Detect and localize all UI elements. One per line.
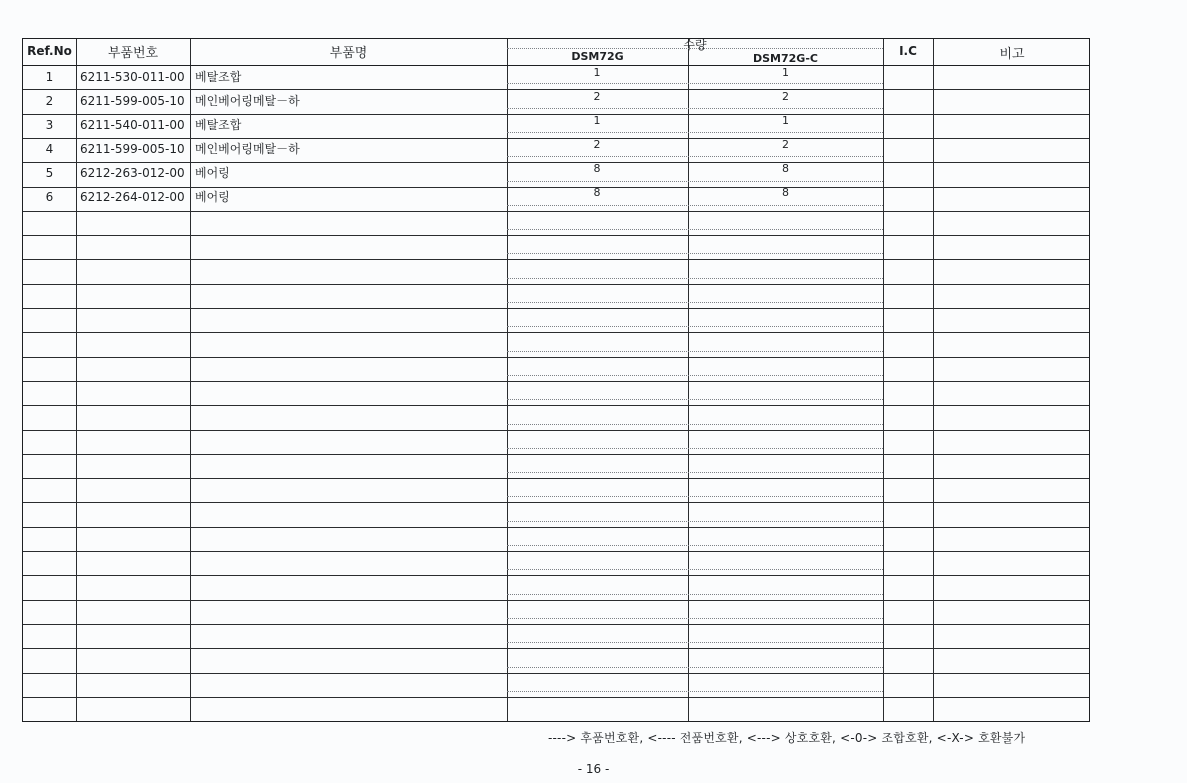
column-divider [76,39,77,721]
page-number: - 16 - [577,762,610,776]
header-ic: I.C [899,44,917,58]
row-3-qty-dsm72g: 1 [593,114,601,127]
row-line [23,332,1089,333]
header-remarks: 비고 [999,47,1025,62]
row-3-ref: 3 [45,118,54,132]
row-6-part-number: 6212-264-012-00 [80,190,185,204]
row-5-qty-dsm72g-c: 8 [782,162,789,175]
row-line [23,284,1089,285]
row-1-qty-dsm72g-c: 1 [782,66,789,79]
row-1-ref: 1 [45,70,54,84]
row-5-part-number: 6212-263-012-00 [80,166,185,180]
row-1-qty-dsm72g: 1 [593,66,601,79]
quantity-sub-line [507,594,883,595]
row-line [23,648,1089,649]
row-5-part-name: 베어링 [195,166,230,180]
column-divider [933,39,934,721]
row-line [23,357,1089,358]
row-4-part-number: 6211-599-005-10 [80,142,185,156]
row-4-part-name: 메인베어링메탈－하 [195,142,300,156]
header-model-dsm72g-c: DSM72G-C [753,52,818,65]
row-4-ref: 4 [45,142,54,156]
row-line [23,502,1089,503]
quantity-sub-line [507,83,883,84]
quantity-sub-line [507,496,883,497]
row-6-qty-dsm72g-c: 8 [782,186,789,199]
row-line [23,575,1089,576]
column-divider [883,39,884,721]
quantity-sub-line [507,278,883,279]
row-2-part-number: 6211-599-005-10 [80,94,185,108]
header-quantity: 수량 [683,38,707,52]
quantity-sub-line [507,229,883,230]
quantity-sub-line [507,375,883,376]
header-model-dsm72g: DSM72G [571,50,624,63]
row-line [23,211,1089,212]
row-line [23,235,1089,236]
row-2-part-name: 메인베어링메탈－하 [195,94,300,108]
row-line [23,381,1089,382]
header-part-number: 부품번호 [107,46,159,61]
quantity-sub-line [507,399,883,400]
quantity-sub-line [507,569,883,570]
row-line [23,259,1089,260]
column-divider [190,39,191,721]
quantity-sub-line [507,253,883,254]
row-5-qty-dsm72g: 8 [593,162,601,175]
row-2-qty-dsm72g-c: 2 [782,90,789,103]
row-2-ref: 2 [45,94,54,108]
row-2-qty-dsm72g: 2 [593,90,601,103]
row-line [23,527,1089,528]
quantity-sub-line [507,181,883,182]
row-line [23,405,1089,406]
header-divider [507,48,883,49]
parts-table [22,38,1090,722]
row-line [23,308,1089,309]
row-6-qty-dsm72g: 8 [593,186,601,199]
quantity-sub-line [507,472,883,473]
quantity-sub-line [507,618,883,619]
row-4-qty-dsm72g-c: 2 [782,138,789,151]
header-ref-no: Ref.No [27,44,72,58]
row-line [23,478,1089,479]
row-line [23,430,1089,431]
row-4-qty-dsm72g: 2 [593,138,601,151]
row-line [23,697,1089,698]
row-3-part-number: 6211-540-011-00 [80,118,185,132]
row-line [23,673,1089,674]
row-line [23,551,1089,552]
quantity-sub-line [507,326,883,327]
quantity-sub-line [507,448,883,449]
quantity-sub-line [507,108,883,109]
interchange-legend: ----> 후품번호환, <---- 전품번호환, <---> 상호호환, <-0-> 조합호환, <-X-> 호환불가 [548,731,1026,745]
row-6-part-name: 베어링 [195,190,230,204]
quantity-sub-line [507,545,883,546]
quantity-sub-line [507,691,883,692]
header-part-name: 부품명 [329,46,368,61]
row-line [23,624,1089,625]
quantity-sub-line [507,521,883,522]
row-5-ref: 5 [45,166,54,180]
quantity-sub-line [507,642,883,643]
quantity-sub-line [507,156,883,157]
row-line [23,454,1089,455]
row-1-part-name: 베탈조합 [195,70,242,84]
row-3-part-name: 베탈조합 [195,118,242,132]
row-6-ref: 6 [45,190,54,204]
quantity-sub-line [507,351,883,352]
quantity-sub-line [507,302,883,303]
quantity-sub-line [507,205,883,206]
row-line [23,600,1089,601]
row-3-qty-dsm72g-c: 1 [782,114,789,127]
quantity-sub-line [507,132,883,133]
quantity-sub-line [507,424,883,425]
quantity-sub-line [507,667,883,668]
row-1-part-number: 6211-530-011-00 [80,70,185,84]
